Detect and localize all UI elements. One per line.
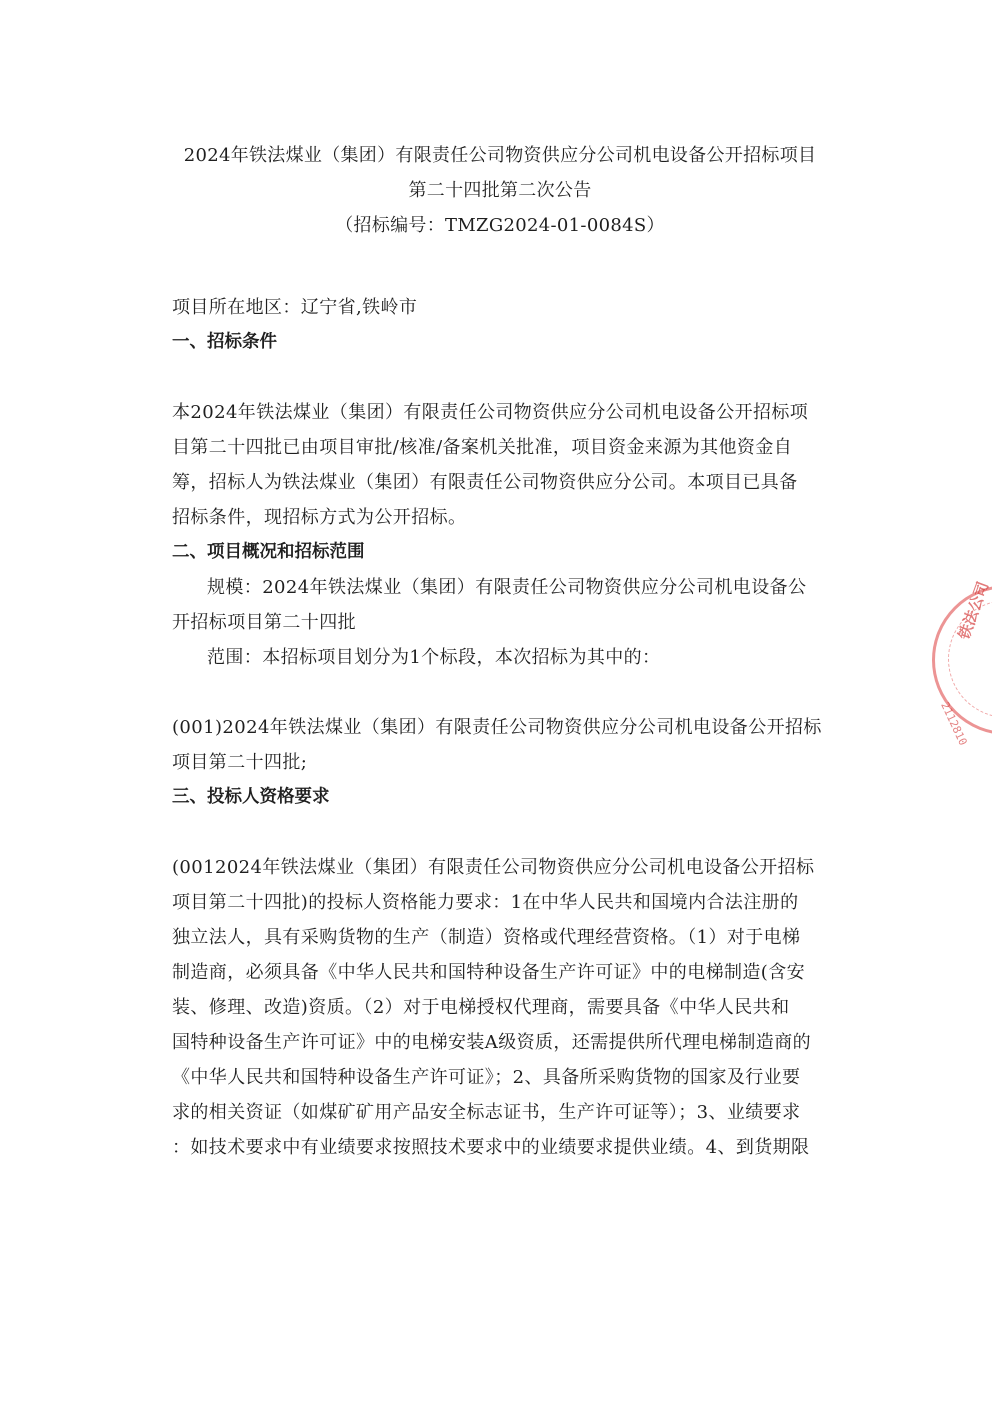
scale-line: 规模：2024年铁法煤业（集团）有限责任公司物资供应分公司机电设备公 <box>207 577 807 598</box>
paragraph-line: 目第二十四批已由项目审批/核准/备案机关批准，项目资金来源为其他资金自 <box>172 437 793 458</box>
section-heading-bidder-qualifications: 三、投标人资格要求 <box>172 787 330 807</box>
official-seal-number: 2112810 <box>938 700 970 748</box>
paragraph-line: 招标条件，现招标方式为公开招标。 <box>172 507 467 528</box>
section-heading-project-overview: 二、项目概况和招标范围 <box>172 542 365 562</box>
paragraph-line: 筹，招标人为铁法煤业（集团）有限责任公司物资供应分公司。本项目已具备 <box>172 472 798 493</box>
announcement-title <box>140 138 860 243</box>
tender-number: （招标编号：TMZG2024-01-0084S） <box>335 215 665 236</box>
official-seal-text: 铁法公司 <box>954 579 992 642</box>
scope-line: 范围：本招标项目划分为1个标段，本次招标为其中的： <box>207 647 661 668</box>
paragraph-line: ：如技术要求中有业绩要求按照技术要求中的业绩要求提供业绩。4、到货期限 <box>172 1137 810 1158</box>
lot-line: (001)2024年铁法煤业（集团）有限责任公司物资供应分公司机电设备公开招标 <box>172 717 822 738</box>
paragraph-line: 独立法人，具有采购货物的生产（制造）资格或代理经营资格。（1）对于电梯 <box>172 927 801 948</box>
title-line-1: 2024年铁法煤业（集团）有限责任公司物资供应分公司机电设备公开招标项目 <box>183 145 817 166</box>
section-heading-tender-conditions: 一、招标条件 <box>172 332 277 352</box>
paragraph-line: 本2024年铁法煤业（集团）有限责任公司物资供应分公司机电设备公开招标项 <box>172 402 809 423</box>
paragraph-line: 制造商，必须具备《中华人民共和国特种设备生产许可证》中的电梯制造(含安 <box>172 962 806 983</box>
paragraph-line: 求的相关资证（如煤矿矿用产品安全标志证书，生产许可证等）；3、业绩要求 <box>172 1102 801 1123</box>
paragraph-line: 《中华人民共和国特种设备生产许可证》；2、具备所采购货物的国家及行业要 <box>172 1067 801 1088</box>
project-location: 项目所在地区：辽宁省,铁岭市 <box>172 297 418 318</box>
paragraph-line: 项目第二十四批)的投标人资格能力要求：1在中华人民共和国境内合法注册的 <box>172 892 799 913</box>
lot-line: 项目第二十四批; <box>172 752 308 773</box>
paragraph-line: 国特种设备生产许可证》中的电梯安装A级资质，还需提供所代理电梯制造商的 <box>172 1032 811 1053</box>
paragraph-line: 装、修理、改造)资质。（2）对于电梯授权代理商，需要具备《中华人民共和 <box>172 997 790 1018</box>
paragraph-line: (0012024年铁法煤业（集团）有限责任公司物资供应分公司机电设备公开招标 <box>172 857 815 878</box>
scale-line: 开招标项目第二十四批 <box>172 612 356 633</box>
title-line-2: 第二十四批第二次公告 <box>408 180 592 201</box>
document-body <box>172 290 832 1165</box>
